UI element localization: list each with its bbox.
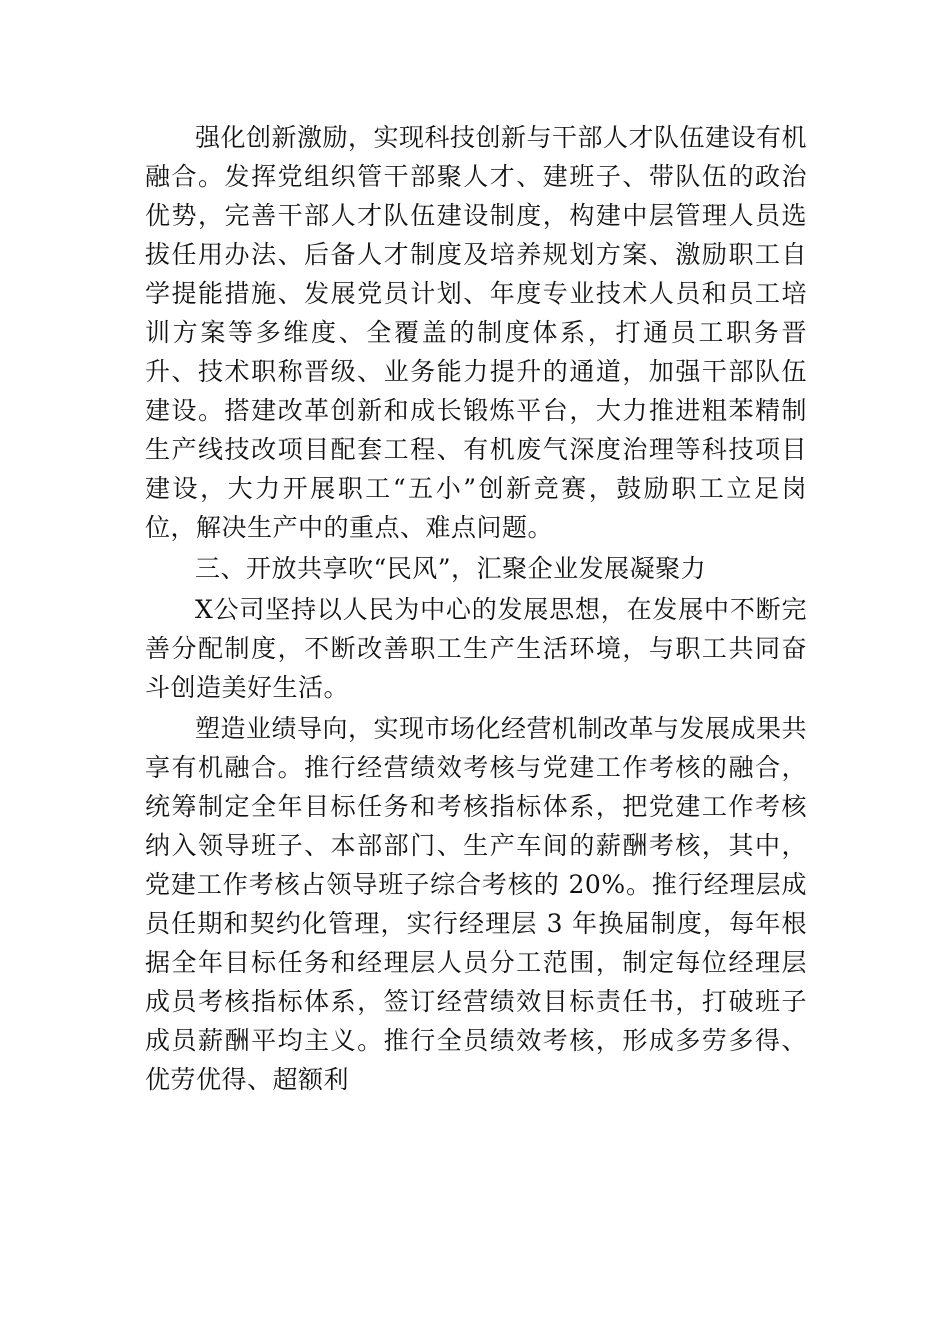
paragraph-company-intro: X公司坚持以人民为中心的发展思想，在发展中不断完善分配制度，不断改善职工生产生活环境，与职工共同奋斗创造美好生活。 <box>145 595 807 702</box>
section-heading-three: 三、开放共享吹“民风”，汇聚企业发展凝聚力 <box>195 554 707 583</box>
paragraph-performance-orientation: 塑造业绩导向，实现市场化经营机制改革与发展成果共享有机融合。推行经营绩效考核与党建工作考核的融合，统筹制定全年目标任务和考核指标体系，把党建工作考核纳入领导班子、本部部门、生产车间的薪酬考核，其中，党建工作考核占领导班子综合考核的 20%。推行经理层成员任期和契约化管理，实行经理层 3 年换届制度，每年根据全年目标任务和经理层人员分工范围，制定每位经理层成员考核指标体系，签订经营绩效目标责任书，打破班子成员薪酬平均主义。推行全员绩效考核，形成多劳多得、优劳优得、超额利 <box>145 714 808 1094</box>
document-page <box>145 118 807 1099</box>
paragraph-innovation-incentive: 强化创新激励，实现科技创新与干部人才队伍建设有机融合。发挥党组织管干部聚人才、建班子、带队伍的政治优势，完善干部人才队伍建设制度，构建中层管理人员选拔任用办法、后备人才制度及培养规划方案、激励职工自学提能措施、发展党员计划、年度专业技术人员和员工培训方案等多维度、全覆盖的制度体系，打通员工职务晋升、技术职称晋级、业务能力提升的通道，加强干部队伍建设。搭建改革创新和成长锻炼平台，大力推进粗苯精制生产线技改项目配套工程、有机废气深度治理等科技项目建设，大力开展职工“五小”创新竞赛，鼓励职工立足岗位，解决生产中的重点、难点问题。 <box>145 123 808 542</box>
